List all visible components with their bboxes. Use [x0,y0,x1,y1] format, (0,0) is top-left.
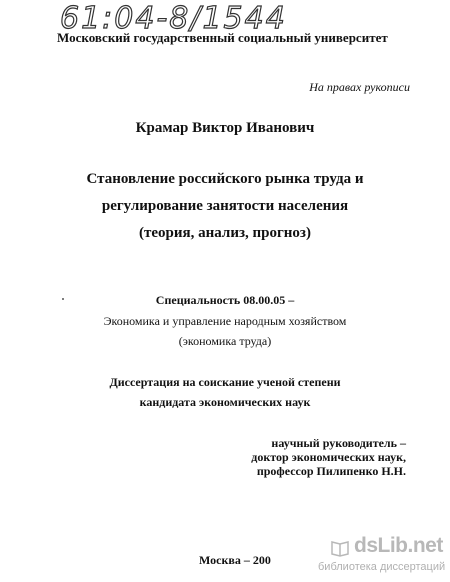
author-name: Крамар Виктор Иванович [135,120,315,136]
site-watermark [300,534,448,580]
specialty-name: Экономика и управление народным хозяйством [103,314,347,328]
rights-note: На правах рукописи [309,80,410,94]
city-year: Москва – 200 [199,553,271,567]
dissertation-line-1: Диссертация на соискание ученой степени [109,375,341,389]
specialty-branch: (экономика труда) [178,334,272,348]
supervisor-degree: доктор экономических наук, [251,450,406,464]
university-name: Московский государственный социальный университет [57,30,388,45]
title-line-2: регулирование занятости населения [101,198,349,214]
handwritten-code-text: 61:04-8/1544 [60,1,287,36]
supervisor-name: профессор Пилипенко Н.Н. [256,464,406,478]
title-line-3: (теория, анализ, прогноз) [139,225,311,241]
watermark-subtitle: библиотека диссертаций [318,561,446,573]
specialty-code: Специальность 08.00.05 – [155,293,295,307]
title-line-1: Становление российского рынка труда и [86,171,364,187]
watermark-logo: dsLib.net [354,534,443,557]
dissertation-line-2: кандидата экономических наук [139,395,311,409]
book-icon [330,538,350,558]
supervisor-role: научный руководитель – [271,436,406,450]
